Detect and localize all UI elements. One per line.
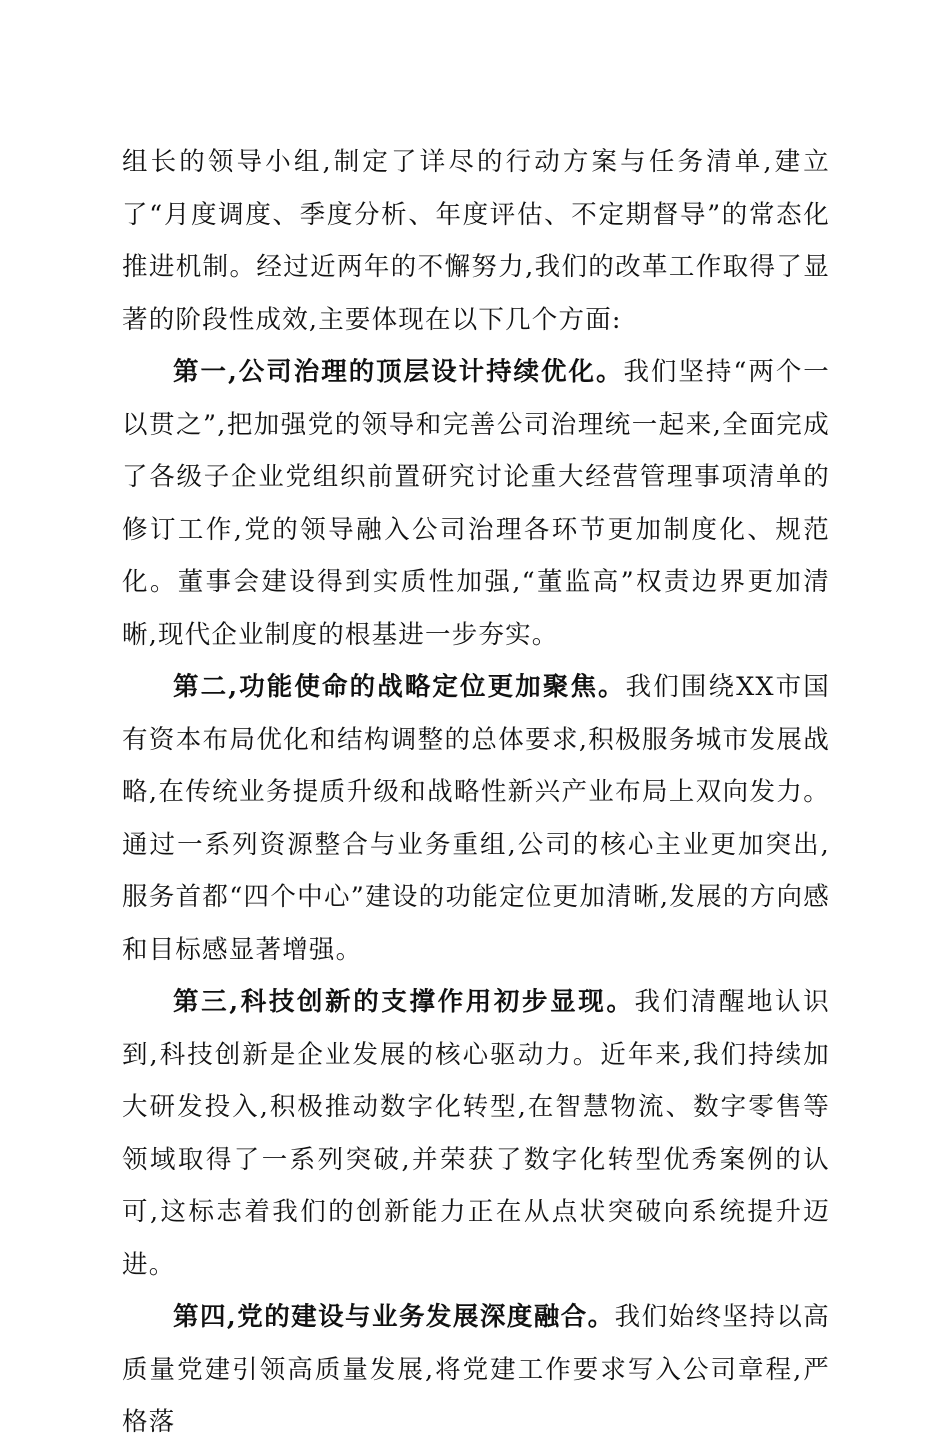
paragraph-lead: 第二,功能使命的战略定位更加聚焦。	[173, 672, 626, 702]
paragraph-text: 组长的领导小组,制定了详尽的行动方案与任务清单,建立了“月度调度、季度分析、年度评估、不定期督导”的常态化推进机制。经过近两年的不懈努力,我们的改革工作取得了显著的阶段性成效,主要体现在以下几个方面:	[122, 147, 830, 335]
paragraph-intro	[122, 136, 830, 346]
paragraph-fourth-point	[122, 1291, 830, 1449]
document-body	[122, 136, 830, 1449]
paragraph-lead: 第四,党的建设与业务发展深度融合。	[173, 1302, 615, 1332]
paragraph-text: 我们清醒地认识到,科技创新是企业发展的核心驱动力。近年来,我们持续加大研发投入,积极推动数字化转型,在智慧物流、数字零售等领域取得了一系列突破,并荣获了数字化转型优秀案例的认可,这标志着我们的创新能力正在从点状突破向系统提升迈进。	[122, 987, 830, 1280]
paragraph-text: 我们始终坚持以高质量党建引领高质量发展,将党建工作要求写入公司章程,严格落	[122, 1302, 830, 1437]
paragraph-lead: 第一,公司治理的顶层设计持续优化。	[173, 357, 624, 387]
paragraph-second-point	[122, 661, 830, 976]
paragraph-text: 我们围绕XX市国有资本布局优化和结构调整的总体要求,积极服务城市发展战略,在传统业务提质升级和战略性新兴产业布局上双向发力。通过一系列资源整合与业务重组,公司的核心主业更加突出,服务首都“四个中心”建设的功能定位更加清晰,发展的方向感和目标感显著增强。	[122, 672, 830, 965]
paragraph-text: 我们坚持“两个一以贯之”,把加强党的领导和完善公司治理统一起来,全面完成了各级子企业党组织前置研究讨论重大经营管理事项清单的修订工作,党的领导融入公司治理各环节更加制度化、规范化。董事会建设得到实质性加强,“董监高”权责边界更加清晰,现代企业制度的根基进一步夯实。	[122, 357, 831, 650]
paragraph-first-point	[122, 346, 830, 661]
paragraph-third-point	[122, 976, 830, 1291]
paragraph-lead: 第三,科技创新的支撑作用初步显现。	[173, 987, 635, 1017]
